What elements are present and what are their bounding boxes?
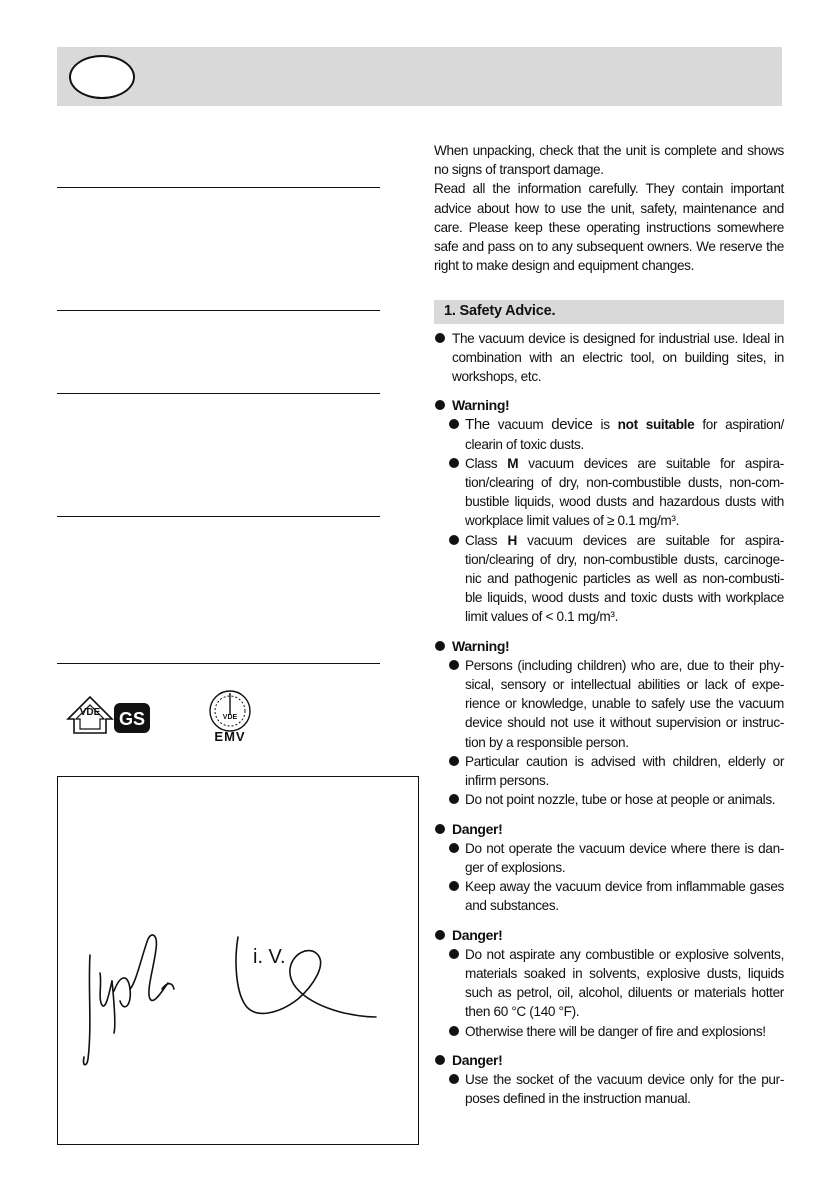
signature-left bbox=[84, 935, 174, 1065]
text-fragment: Class bbox=[465, 532, 508, 548]
text-fragment: vacuum bbox=[489, 417, 552, 433]
bullet-icon bbox=[435, 641, 445, 651]
list-item bbox=[449, 945, 784, 1022]
list-item-text: Do not aspirate any combustible or explosive solvents, materials soaked in solvents, explosive dusts, liquids such as petrol, oil, alcohol, diluents or materials hotter then 60 °C (140 °F). bbox=[465, 946, 784, 1020]
list-item-text: Keep away the vacuum device from inflammable gases and substances. bbox=[465, 879, 784, 914]
divider-3 bbox=[57, 393, 380, 394]
list-item bbox=[449, 790, 784, 809]
vde-letters: VDE bbox=[79, 707, 101, 718]
bullet-icon bbox=[449, 458, 459, 468]
bullet-icon bbox=[435, 333, 445, 343]
gs-letters: GS bbox=[118, 709, 146, 729]
list-item bbox=[449, 656, 784, 752]
text-fragment: for aspiration/ clearin of toxic dusts. bbox=[465, 417, 784, 452]
list-item bbox=[449, 877, 784, 915]
danger-title: Danger! bbox=[452, 1051, 503, 1068]
bullet-icon bbox=[435, 400, 445, 410]
list-item-text: Do not point nozzle, tube or hose at people or animals. bbox=[465, 792, 776, 808]
list-item-industrial-use bbox=[434, 329, 784, 387]
bullet-icon bbox=[449, 660, 459, 670]
list-item-text: Use the socket of the vacuum device only for the pur- poses defined in the instruction manual. bbox=[465, 1071, 784, 1107]
vde-emv-logo bbox=[210, 691, 250, 744]
list-item bbox=[449, 454, 784, 531]
warning-block-1 bbox=[434, 396, 784, 415]
emphasis-text: not suitable bbox=[617, 417, 695, 433]
text-fragment: The bbox=[465, 416, 490, 434]
list-item-text: Persons (including children) who are, due to their phy- sical, sensory or intellectual abilities or lack of expe- rience or knowledge, unable to safely use the vacuum device should not use it without supervision or instruc- tion by a responsible person. bbox=[465, 657, 784, 750]
list-item-text: Do not operate the vacuum device where there is dan- ger of explosions. bbox=[465, 840, 784, 875]
bullet-icon bbox=[435, 930, 445, 940]
section-heading: 1. Safety Advice. bbox=[434, 300, 784, 323]
vde-gs-logo bbox=[68, 697, 150, 733]
bullet-icon bbox=[449, 881, 459, 891]
text-fragment: device bbox=[551, 416, 593, 434]
safety-list bbox=[434, 329, 784, 1109]
intro-paragraph-2: Read all the information carefully. They contain important advice about how to use the unit, safety, maintenance and care. Please keep these operating instructions somewhere safe and pass on to any subsequent owners. We reserve the right to make design and equipment changes. bbox=[434, 181, 784, 274]
divider-4 bbox=[57, 516, 380, 517]
header-band bbox=[57, 47, 782, 106]
bullet-icon bbox=[435, 824, 445, 834]
bullet-icon bbox=[449, 756, 459, 766]
warning-title: Warning! bbox=[452, 637, 510, 654]
certification-logos-svg bbox=[66, 685, 266, 745]
bullet-icon bbox=[449, 1026, 459, 1036]
bullet-icon bbox=[449, 794, 459, 804]
list-item bbox=[449, 531, 784, 627]
list-item-text: Otherwise there will be danger of fire and explosions! bbox=[465, 1023, 766, 1039]
iv-text: i. V. bbox=[253, 946, 286, 968]
bullet-icon bbox=[449, 949, 459, 959]
right-column bbox=[434, 141, 784, 1108]
emphasis-text: H bbox=[507, 532, 517, 548]
signature-box bbox=[57, 776, 419, 1145]
signature-right bbox=[236, 937, 376, 1017]
text-fragment: vacuum devices are suitable for aspira- tion/clearing of dry, non-combustible dusts, non-com- bustible liquids, wood dusts and hazardous dusts with workplace limit values of ≥ 0.1 mg/m³. bbox=[465, 455, 784, 529]
danger-title: Danger! bbox=[452, 820, 503, 837]
divider-1 bbox=[57, 187, 380, 188]
danger-block-3 bbox=[434, 1051, 784, 1070]
divider-2 bbox=[57, 310, 380, 311]
text-fragment: is bbox=[592, 417, 618, 433]
danger-block-2 bbox=[434, 926, 784, 945]
emphasis-text: M bbox=[507, 455, 519, 471]
bullet-icon bbox=[449, 419, 459, 429]
list-item-text: Particular caution is advised with children, elderly or infirm persons. bbox=[465, 753, 784, 789]
list-item bbox=[449, 839, 784, 877]
text-fragment: Class bbox=[465, 455, 508, 471]
list-item bbox=[449, 1070, 784, 1108]
danger-title: Danger! bbox=[452, 926, 503, 943]
language-oval bbox=[69, 55, 135, 99]
text-fragment: vacuum devices are suitable for aspira- tion/clearing of dry, non-combustible dusts, carcinoge- nic and pathogenic particles as well as non-combusti- ble liquids, wood dusts and toxic dusts with workplace limit values of < 0.1 mg/m³. bbox=[465, 532, 784, 625]
list-item bbox=[449, 752, 784, 790]
certification-logos bbox=[66, 685, 266, 750]
emv-vde-letters: VDE bbox=[222, 714, 238, 721]
warning-title: Warning! bbox=[452, 397, 510, 414]
bullet-icon bbox=[449, 843, 459, 853]
intro-paragraph-1: When unpacking, check that the unit is complete and shows no signs of transport damage. bbox=[434, 143, 784, 178]
industrial-use-text: The vacuum device is designed for industrial use. Ideal in combination with an electric tool, on building sites, in workshops, etc. bbox=[452, 330, 784, 385]
bullet-icon bbox=[435, 1055, 445, 1065]
signatures-svg bbox=[58, 777, 417, 1143]
emv-letters: EMV bbox=[214, 729, 246, 744]
bullet-icon bbox=[449, 535, 459, 545]
danger-block-1 bbox=[434, 820, 784, 839]
warning-block-2 bbox=[434, 637, 784, 656]
divider-5 bbox=[57, 663, 380, 664]
list-item bbox=[449, 1022, 784, 1041]
list-item bbox=[449, 415, 784, 453]
bullet-icon bbox=[449, 1074, 459, 1084]
